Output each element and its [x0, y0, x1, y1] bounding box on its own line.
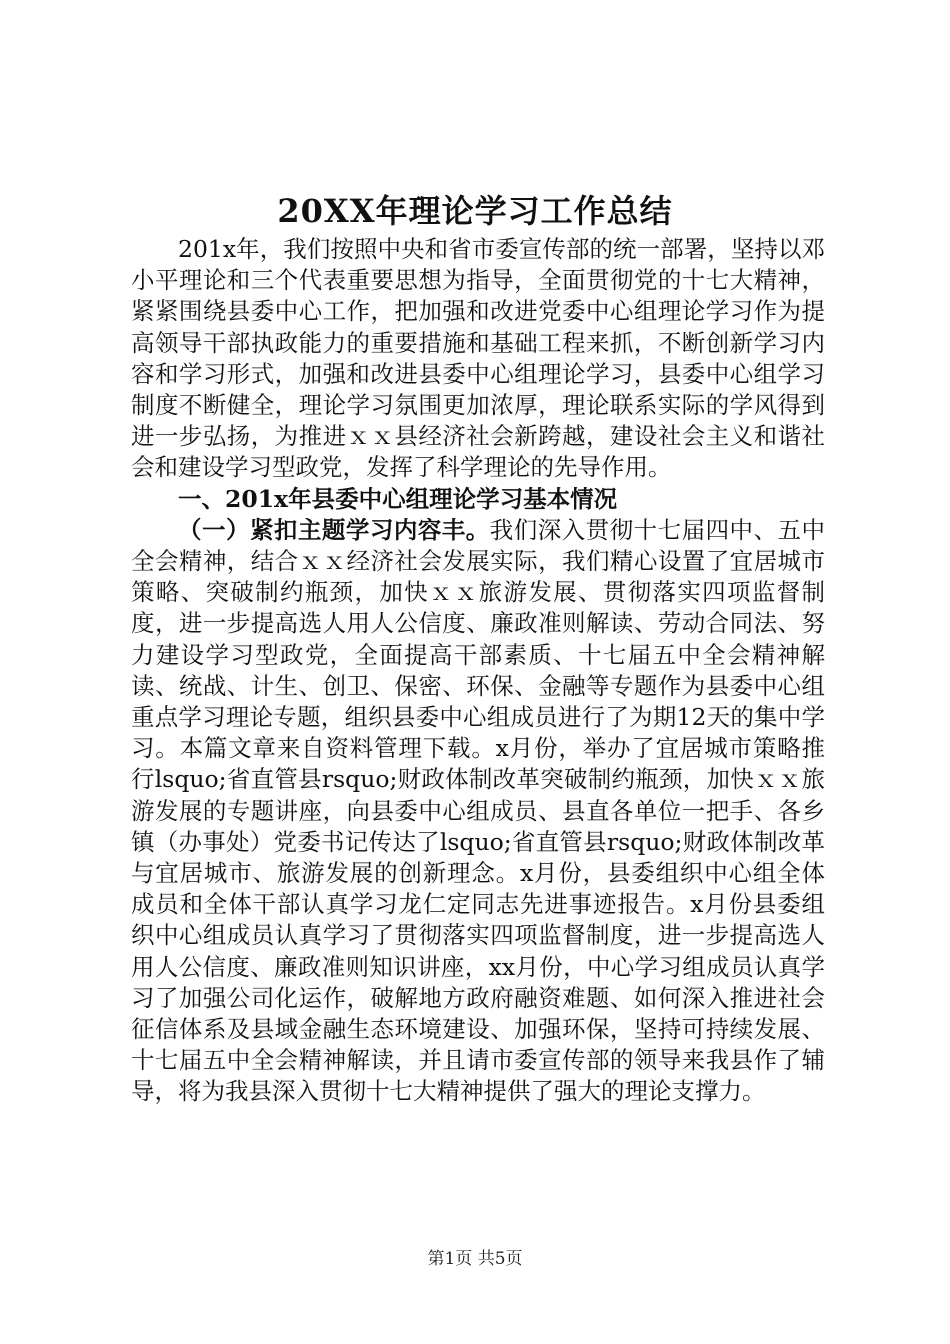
document-title: 20XX年理论学习工作总结	[277, 192, 673, 230]
intro-paragraph: 201x年，我们按照中央和省市委宣传部的统一部署，坚持以邓小平理论和三个代表重要思想为指导，全面贯彻党的十七大精神，紧紧围绕县委中心工作，把加强和改进党委中心组理论学习作为提高领导干部执政能力的重要措施和基础工程来抓，不断创新学习内容和学习形式，加强和改进县委中心组理论学习，县委中心组学习制度不断健全，理论学习氛围更加浓厚，理论联系实际的学风得到进一步弘扬，为推进ｘｘ县经济社会新跨越，建设社会主义和谐社会和建设学习型政党，发挥了科学理论的先导作用。	[131, 235, 825, 482]
subsection-body: 我们深入贯彻十七届四中、五中全会精神，结合ｘｘ经济社会发展实际，我们精心设置了宜居城市策略、突破制约瓶颈，加快ｘｘ旅游发展、贯彻落实四项监督制度，进一步提高选人用人公信度、廉政准则解读、劳动合同法、努力建设学习型政党，全面提高干部素质、十七届五中全会精神解读、统战、计生、创卫、保密、环保、金融等专题作为县委中心组重点学习理论专题，组织县委中心组成员进行了为期12天的集中学习。本篇文章来自资料管理下载。x月份，举办了宜居城市策略推行lsquo;省直管县rsquo;财政体制改革突破制约瓶颈，加快ｘｘ旅游发展的专题讲座，向县委中心组成员、县直各单位一把手、各乡镇（办事处）党委书记传达了lsquo;省直管县rsquo;财政体制改革与宜居城市、旅游发展的创新理念。x月份，县委组织中心组全体成员和全体干部认真学习龙仁定同志先进事迹报告。x月份县委组织中心组成员认真学习了贯彻落实四项监督制度，进一步提高选人用人公信度、廉政准则知识讲座，xx月份，中心学习组成员认真学习了加强公司化运作，破解地方政府融资难题、如何深入推进社会征信体系及县域金融生态环境建设、加强环保，坚持可持续发展、十七届五中全会精神解读，并且请市委宣传部的领导来我县作了辅导，将为我县深入贯彻十七大精神提供了强大的理论支撑力。	[131, 515, 825, 1106]
subsection-lead: （一）紧扣主题学习内容丰。	[178, 515, 490, 544]
section-heading: 一、201x年县委中心组理论学习基本情况	[178, 484, 618, 513]
subsection-paragraph	[131, 515, 825, 1108]
page-number-footer: 第1页 共5页	[427, 1249, 523, 1269]
document-body	[131, 234, 825, 1108]
